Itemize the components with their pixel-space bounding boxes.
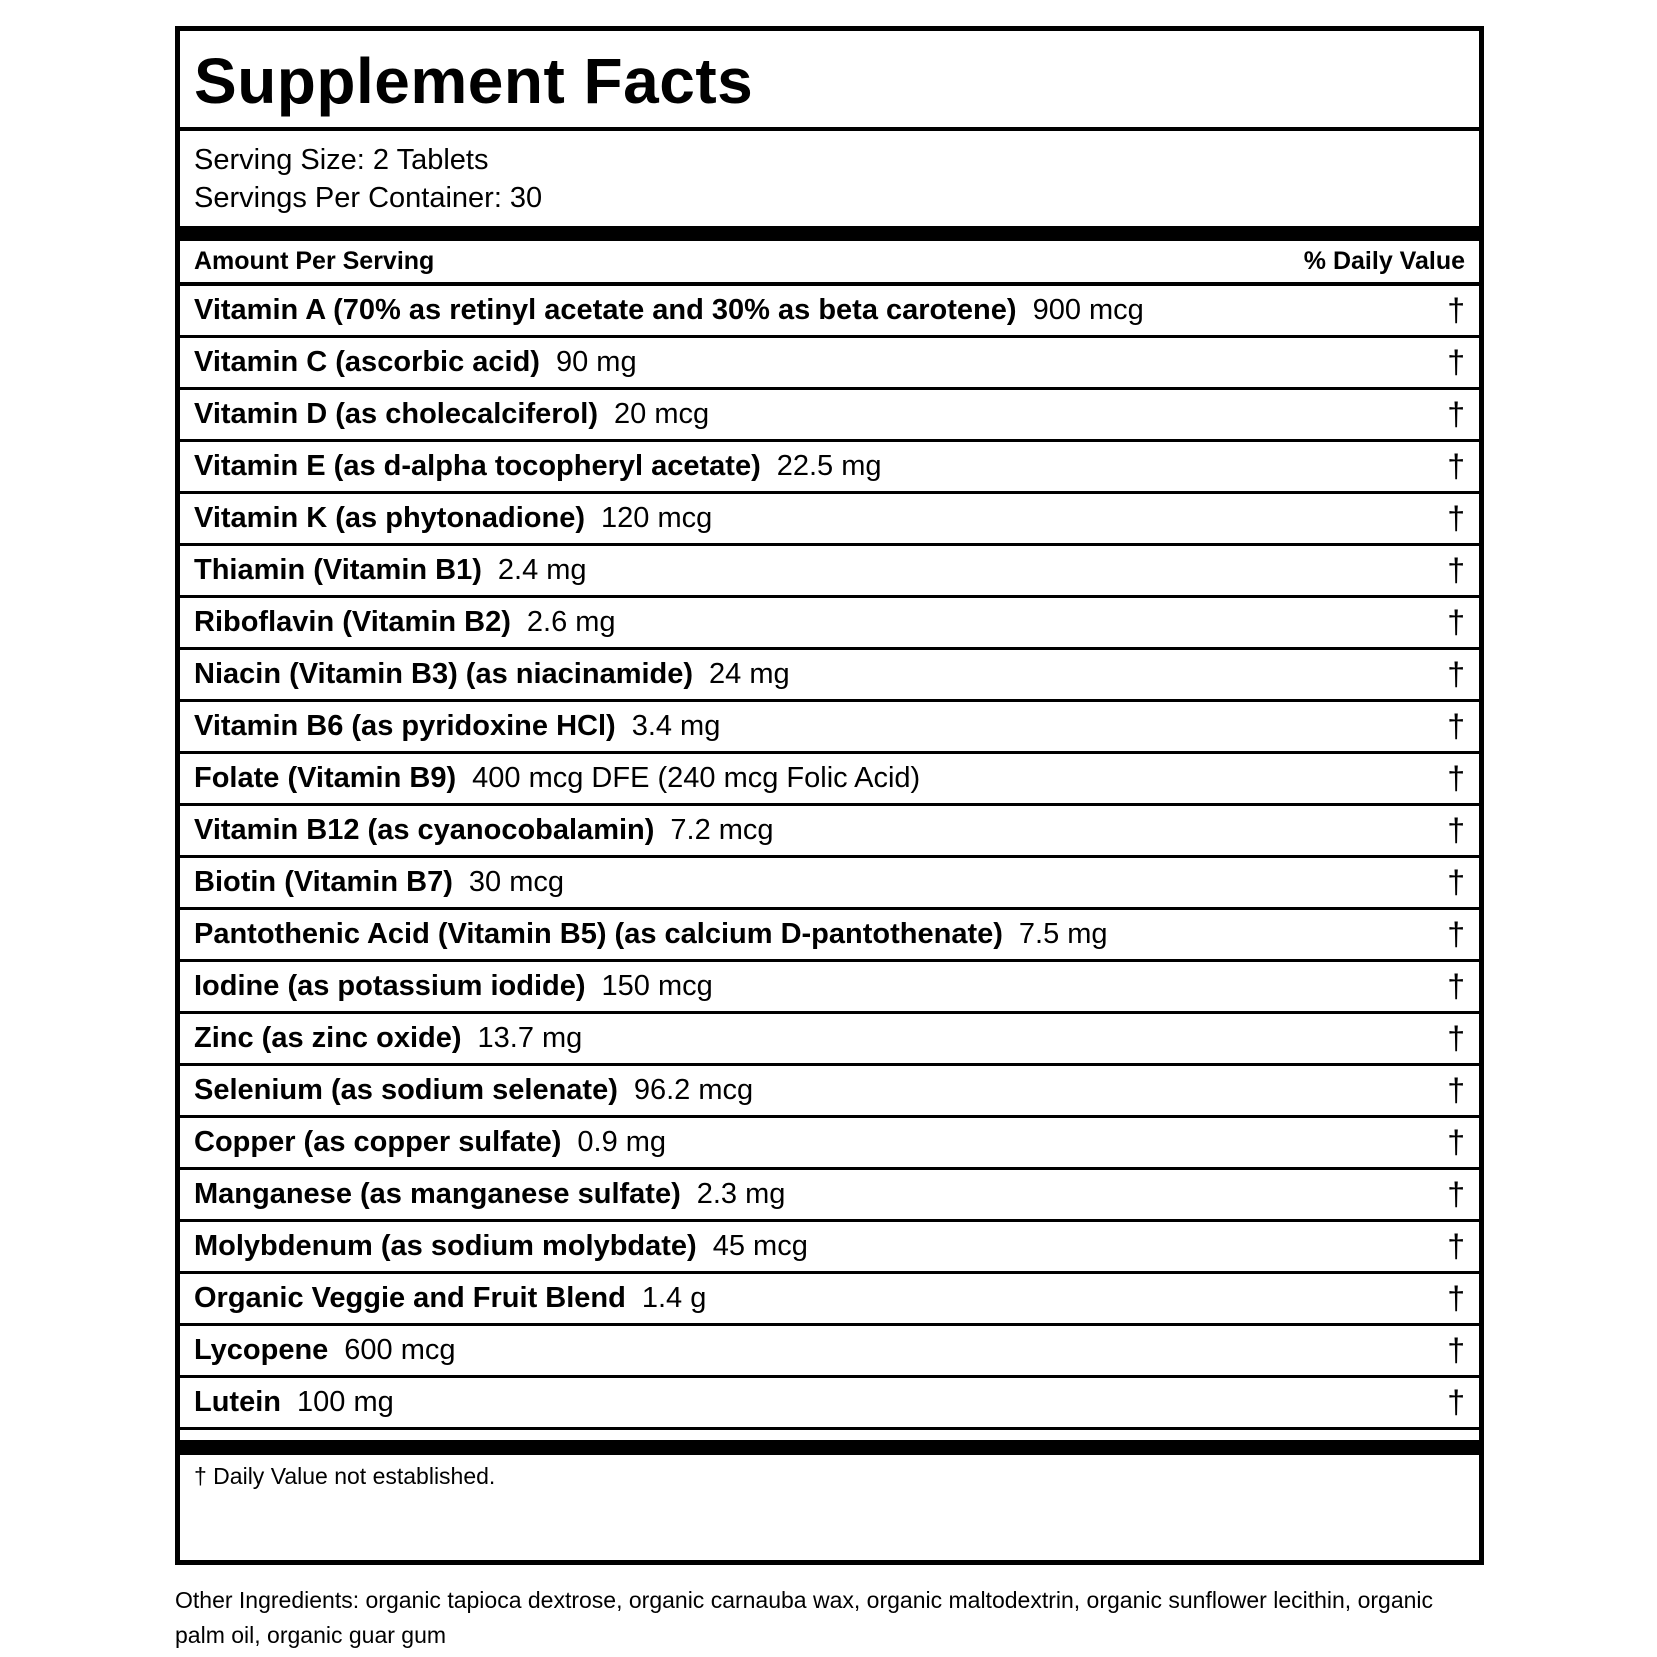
daily-value: † <box>1447 500 1465 536</box>
daily-value: † <box>1447 656 1465 692</box>
nutrient-row <box>180 754 1479 806</box>
nutrient-amount: 100 mg <box>297 1386 394 1418</box>
nutrient-info <box>194 866 564 899</box>
nutrient-row <box>180 598 1479 650</box>
nutrient-amount: 30 mcg <box>468 866 564 898</box>
nutrient-row <box>180 286 1479 338</box>
servings-per-container: Servings Per Container: 30 <box>194 182 543 214</box>
nutrient-name: Riboflavin (Vitamin B2) <box>194 606 511 638</box>
nutrient-name: Biotin (Vitamin B7) <box>194 866 453 898</box>
nutrient-name: Vitamin E (as d-alpha tocopheryl acetate) <box>194 450 761 482</box>
nutrient-info <box>194 554 587 587</box>
nutrient-row <box>180 806 1479 858</box>
nutrient-info <box>194 1386 394 1419</box>
nutrient-info <box>194 814 774 847</box>
nutrient-name: Copper (as copper sulfate) <box>194 1126 562 1158</box>
nutrient-name: Niacin (Vitamin B3) (as niacinamide) <box>194 658 694 690</box>
nutrient-info <box>194 918 1108 951</box>
daily-value: † <box>1447 1332 1465 1368</box>
nutrient-row <box>180 702 1479 754</box>
thick-divider <box>180 226 1479 241</box>
nutrient-name: Selenium (as sodium selenate) <box>194 1074 618 1106</box>
nutrient-row <box>180 1066 1479 1118</box>
nutrient-amount: 22.5 mg <box>776 450 882 482</box>
amount-per-serving-label: Amount Per Serving <box>194 247 435 275</box>
nutrient-info <box>194 398 709 431</box>
nutrient-amount: 96.2 mcg <box>633 1074 754 1106</box>
nutrient-info <box>194 606 616 639</box>
nutrient-amount: 900 mcg <box>1032 294 1144 326</box>
daily-value: † <box>1447 916 1465 952</box>
nutrient-name: Vitamin C (ascorbic acid) <box>194 346 540 378</box>
nutrient-amount: 2.6 mg <box>526 606 616 638</box>
daily-value: † <box>1447 1384 1465 1420</box>
nutrient-name: Vitamin D (as cholecalciferol) <box>194 398 598 430</box>
nutrient-row <box>180 1118 1479 1170</box>
nutrient-amount: 400 mcg DFE (240 mcg Folic Acid) <box>472 762 921 794</box>
serving-info <box>180 131 1479 226</box>
nutrient-amount: 1.4 g <box>641 1282 707 1314</box>
daily-value: † <box>1447 552 1465 588</box>
nutrient-info <box>194 762 920 795</box>
nutrient-info <box>194 294 1144 327</box>
daily-value: † <box>1447 1072 1465 1108</box>
panel-title: Supplement Facts <box>180 31 1479 131</box>
daily-value: † <box>1447 1176 1465 1212</box>
footnote: † Daily Value not established. <box>194 1463 496 1489</box>
nutrient-amount: 7.5 mg <box>1018 918 1108 950</box>
nutrient-row <box>180 546 1479 598</box>
nutrient-amount: 2.3 mg <box>696 1178 786 1210</box>
nutrient-info <box>194 502 712 535</box>
nutrient-name: Organic Veggie and Fruit Blend <box>194 1282 626 1314</box>
nutrient-amount: 150 mcg <box>601 970 713 1002</box>
nutrient-row <box>180 1326 1479 1378</box>
nutrient-row <box>180 1378 1479 1430</box>
nutrient-name: Lutein <box>194 1386 281 1418</box>
daily-value: † <box>1447 864 1465 900</box>
nutrient-row <box>180 442 1479 494</box>
other-ingredients: Other Ingredients: organic tapioca dextrose, organic carnauba wax, organic maltodextrin, organic sunflower lecithin, organic palm oil, organic guar gum <box>175 1587 1434 1648</box>
nutrient-name: Manganese (as manganese sulfate) <box>194 1178 681 1210</box>
nutrient-row <box>180 1222 1479 1274</box>
nutrient-info <box>194 658 790 691</box>
nutrient-amount: 3.4 mg <box>631 710 721 742</box>
nutrient-amount: 2.4 mg <box>497 554 587 586</box>
nutrient-name: Molybdenum (as sodium molybdate) <box>194 1230 697 1262</box>
nutrient-row <box>180 1274 1479 1326</box>
daily-value: † <box>1447 344 1465 380</box>
nutrient-amount: 7.2 mcg <box>670 814 774 846</box>
nutrient-info <box>194 970 713 1003</box>
nutrient-name: Vitamin B6 (as pyridoxine HCl) <box>194 710 616 742</box>
nutrient-info <box>194 1230 808 1263</box>
daily-value: † <box>1447 292 1465 328</box>
column-header <box>180 241 1479 286</box>
nutrient-row <box>180 910 1479 962</box>
daily-value: † <box>1447 604 1465 640</box>
nutrient-info <box>194 346 637 379</box>
nutrient-amount: 13.7 mg <box>477 1022 583 1054</box>
spacer <box>180 1430 1479 1440</box>
daily-value: † <box>1447 760 1465 796</box>
nutrient-info <box>194 450 882 483</box>
thick-divider-bottom <box>180 1440 1479 1455</box>
nutrient-name: Pantothenic Acid (Vitamin B5) (as calcium D-pantothenate) <box>194 918 1003 950</box>
nutrient-info <box>194 1126 666 1159</box>
daily-value: † <box>1447 396 1465 432</box>
nutrient-name: Lycopene <box>194 1334 329 1366</box>
daily-value: † <box>1447 968 1465 1004</box>
nutrient-row <box>180 1170 1479 1222</box>
nutrient-amount: 120 mcg <box>601 502 713 534</box>
daily-value: † <box>1447 708 1465 744</box>
supplement-facts-panel <box>175 26 1484 1565</box>
nutrient-row <box>180 650 1479 702</box>
nutrient-name: Vitamin B12 (as cyanocobalamin) <box>194 814 655 846</box>
nutrient-name: Vitamin A (70% as retinyl acetate and 30% as beta carotene) <box>194 294 1017 326</box>
daily-value: † <box>1447 1228 1465 1264</box>
nutrient-row <box>180 494 1479 546</box>
nutrient-amount: 0.9 mg <box>577 1126 667 1158</box>
daily-value-label: % Daily Value <box>1303 247 1465 275</box>
nutrient-list <box>180 286 1479 1430</box>
daily-value: † <box>1447 1124 1465 1160</box>
nutrient-info <box>194 1022 582 1055</box>
daily-value: † <box>1447 812 1465 848</box>
nutrient-name: Folate (Vitamin B9) <box>194 762 457 794</box>
nutrient-name: Iodine (as potassium iodide) <box>194 970 586 1002</box>
nutrient-row <box>180 390 1479 442</box>
nutrient-amount: 20 mcg <box>614 398 710 430</box>
nutrient-name: Vitamin K (as phytonadione) <box>194 502 586 534</box>
serving-size: Serving Size: 2 Tablets <box>194 144 489 176</box>
nutrient-info <box>194 1178 785 1211</box>
daily-value: † <box>1447 1020 1465 1056</box>
nutrient-info <box>194 1282 706 1315</box>
nutrient-row <box>180 338 1479 390</box>
nutrient-amount: 90 mg <box>555 346 637 378</box>
daily-value: † <box>1447 1280 1465 1316</box>
nutrient-name: Thiamin (Vitamin B1) <box>194 554 482 586</box>
nutrient-info <box>194 710 720 743</box>
nutrient-row <box>180 858 1479 910</box>
nutrient-name: Zinc (as zinc oxide) <box>194 1022 462 1054</box>
nutrient-row <box>180 1014 1479 1066</box>
nutrient-info <box>194 1334 456 1367</box>
daily-value: † <box>1447 448 1465 484</box>
nutrient-info <box>194 1074 753 1107</box>
nutrient-amount: 45 mcg <box>712 1230 808 1262</box>
nutrient-row <box>180 962 1479 1014</box>
nutrient-amount: 24 mg <box>709 658 790 690</box>
nutrient-amount: 600 mcg <box>344 1334 456 1366</box>
